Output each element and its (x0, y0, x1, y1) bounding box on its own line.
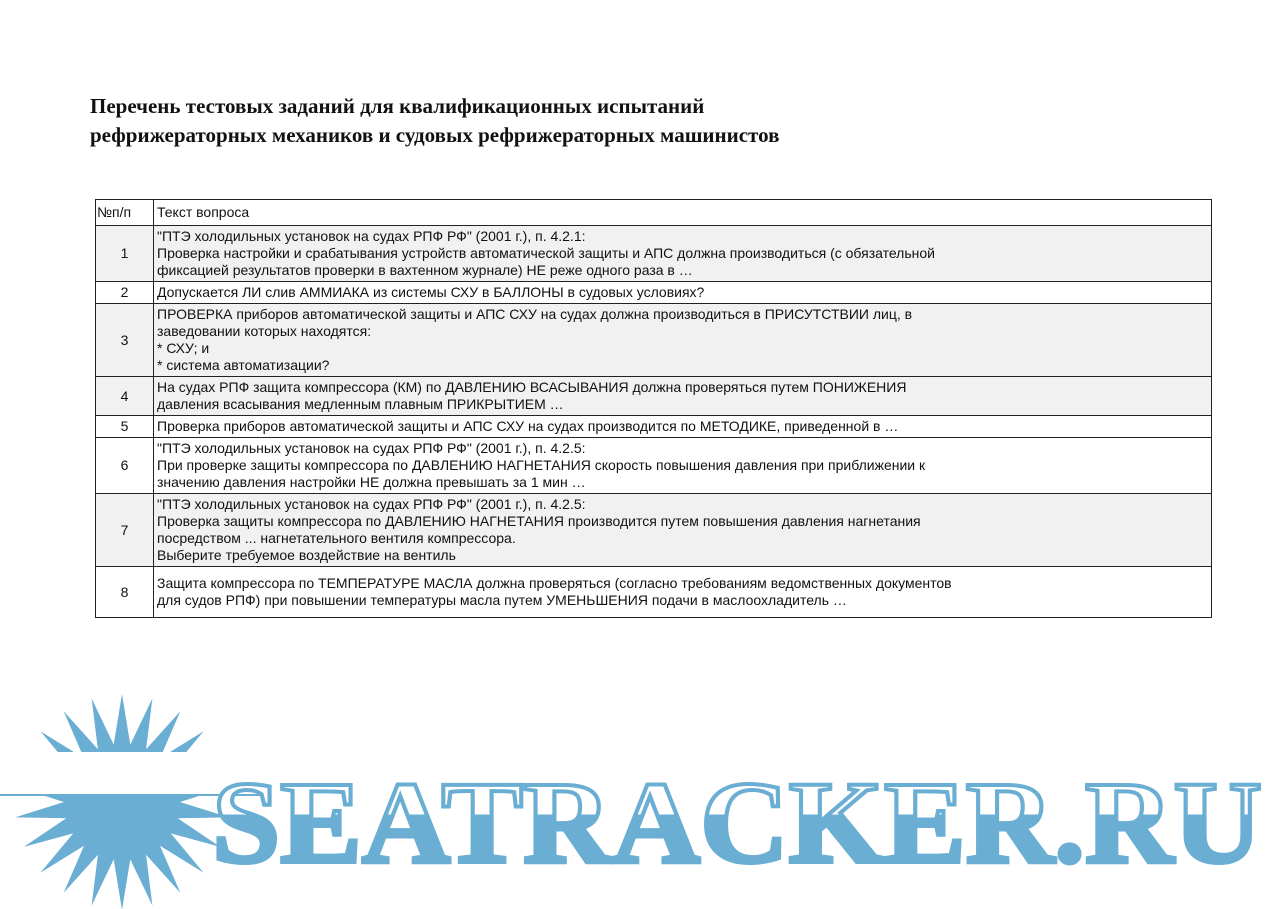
question-number: 7 (96, 494, 154, 567)
question-line: * система автоматизации? (157, 357, 330, 373)
question-text (154, 304, 1212, 377)
question-line: Допускается ЛИ слив АММИАКА из системы СХУ в БАЛЛОНЫ в судовых условиях? (157, 284, 705, 300)
watermark-text: SEATRACKER.RU (212, 757, 1262, 888)
question-number: 2 (96, 282, 154, 304)
title-line-2: рефрижераторных механиков и судовых рефрижераторных машинистов (90, 123, 780, 147)
seatracker-watermark (0, 690, 1286, 909)
table-row (96, 438, 1212, 494)
document-title (90, 92, 1190, 150)
table-row (96, 304, 1212, 377)
question-text (154, 494, 1212, 567)
questions-table (95, 199, 1212, 618)
question-number: 8 (96, 567, 154, 618)
question-line: Выберите требуемое воздействие на вентиль (157, 547, 456, 563)
question-text (154, 416, 1212, 438)
question-line: * СХУ; и (157, 340, 210, 356)
question-number: 1 (96, 226, 154, 282)
question-line: Проверка защиты компрессора по ДАВЛЕНИЮ НАГНЕТАНИЯ производится путем повышения давления нагнетания (157, 513, 921, 529)
question-number: 4 (96, 377, 154, 416)
table-row (96, 377, 1212, 416)
column-header-number: №п/п (96, 200, 154, 226)
question-line: фиксацией результатов проверки в вахтенном журнале) НЕ реже одного раза в … (157, 262, 693, 278)
question-line: "ПТЭ холодильных установок на судах РПФ РФ" (2001 г.), п. 4.2.1: (157, 228, 586, 244)
question-text (154, 567, 1212, 618)
table-row (96, 494, 1212, 567)
table-header-row (96, 200, 1212, 226)
question-line: На судах РПФ защита компрессора (КМ) по ДАВЛЕНИЮ ВСАСЫВАНИЯ должна проверяться путем ПОНИЖЕНИЯ (157, 379, 907, 395)
question-line: значению давления настройки НЕ должна превышать за 1 мин … (157, 474, 586, 490)
question-line: для судов РПФ) при повышении температуры масла путем УМЕНЬШЕНИЯ подачи в маслоохладитель … (157, 592, 847, 608)
question-line: Защита компрессора по ТЕМПЕРАТУРЕ МАСЛА должна проверяться (согласно требованиям ведомственных документов (157, 575, 952, 591)
question-number: 6 (96, 438, 154, 494)
question-text (154, 282, 1212, 304)
table-row (96, 282, 1212, 304)
table-row (96, 567, 1212, 618)
question-line: "ПТЭ холодильных установок на судах РПФ РФ" (2001 г.), п. 4.2.5: (157, 496, 586, 512)
question-line: При проверке защиты компрессора по ДАВЛЕНИЮ НАГНЕТАНИЯ скорость повышения давления при приближении к (157, 457, 926, 473)
question-line: Проверка настройки и срабатывания устройств автоматической защиты и АПС должна производиться (с обязательной (157, 245, 935, 261)
question-line: ПРОВЕРКА приборов автоматической защиты и АПС СХУ на судах должна производиться в ПРИСУТСТВИИ лиц, в (157, 306, 913, 322)
column-header-question: Текст вопроса (154, 200, 1212, 226)
question-line: "ПТЭ холодильных установок на судах РПФ РФ" (2001 г.), п. 4.2.5: (157, 440, 586, 456)
question-text (154, 226, 1212, 282)
question-number: 3 (96, 304, 154, 377)
question-line: посредством ... нагнетательного вентиля компрессора. (157, 530, 516, 546)
question-text (154, 377, 1212, 416)
table-row (96, 416, 1212, 438)
title-line-1: Перечень тестовых заданий для квалификационных испытаний (90, 94, 705, 118)
question-text (154, 438, 1212, 494)
question-number: 5 (96, 416, 154, 438)
table-row (96, 226, 1212, 282)
question-line: Проверка приборов автоматической защиты и АПС СХУ на судах производится по МЕТОДИКЕ, приведенной в … (157, 418, 899, 434)
question-line: давления всасывания медленным плавным ПРИКРЫТИЕМ … (157, 396, 564, 412)
question-line: заведовании которых находятся: (157, 323, 372, 339)
